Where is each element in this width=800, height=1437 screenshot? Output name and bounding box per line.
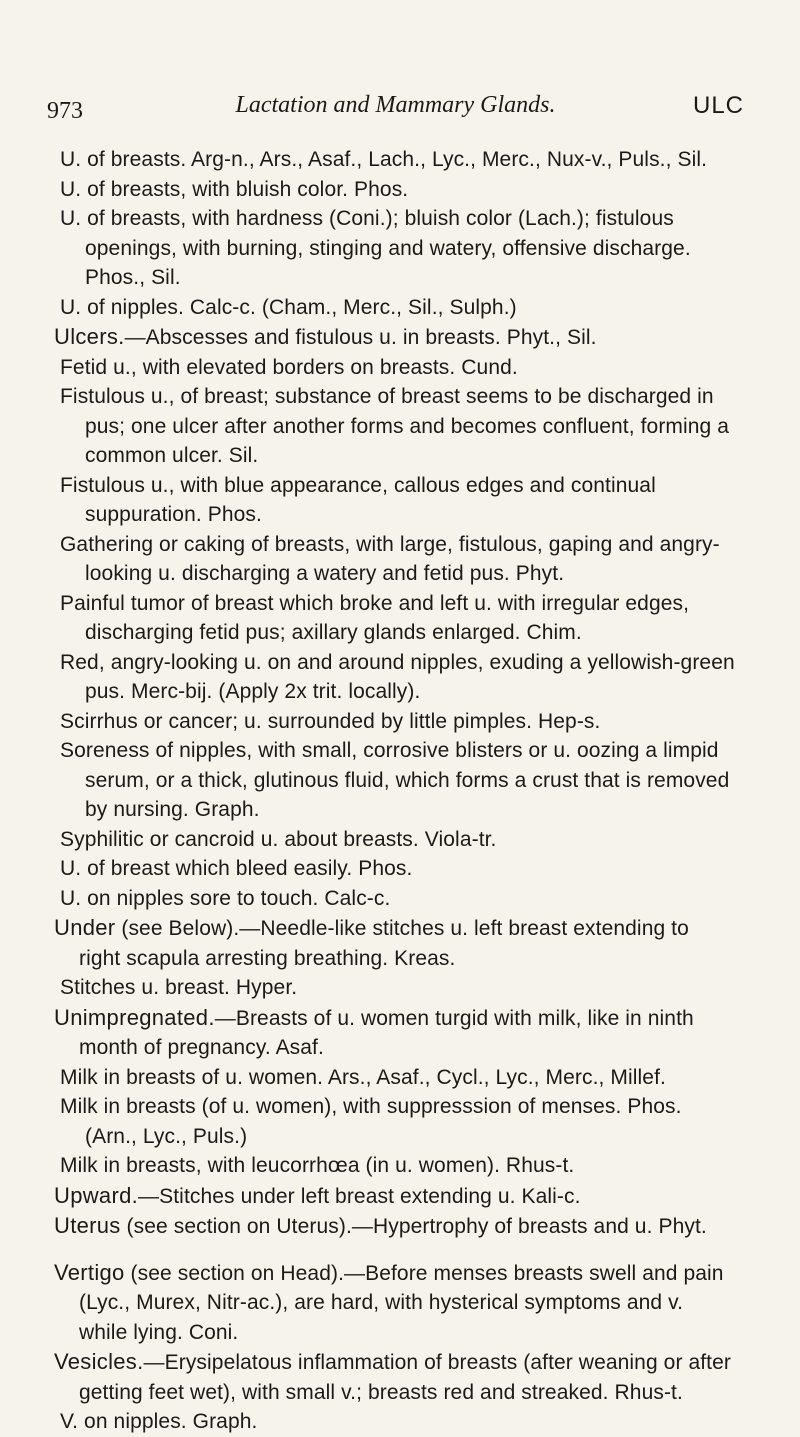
entry-text: U. of breasts, with bluish color. Phos. (60, 177, 409, 201)
rubric-entry (54, 1211, 735, 1242)
entry-text: —Erysipelatous inflammation of breasts (after weaning or after getting feet wet), with small v.; breasts red and streaked. Rhus-t. (79, 1351, 731, 1404)
entry-text: Fistulous u., of breast; substance of breast seems to be discharged in pus; one ulcer after another forms and becomes confluent, forming a common ulcer. Sil. (60, 385, 730, 467)
section-code: ULC (692, 92, 744, 119)
sub-entry (60, 1092, 735, 1151)
entry-text: Milk in breasts, with leucorrhœa (in u. women). Rhus-t. (60, 1154, 575, 1177)
running-title: Lactation and Mammary Glands. (235, 92, 556, 118)
sub-entry (60, 145, 735, 175)
entry-text: Fistulous u., with blue appearance, callous edges and continual suppuration. Phos. (60, 473, 656, 526)
entry-text: —Stitches under left breast extending u. Kali-c. (138, 1184, 581, 1208)
rubric-entry (54, 1258, 735, 1348)
sub-entry (60, 736, 735, 825)
sub-entry (60, 973, 735, 1003)
entry-text: U. of breasts. Arg-n., Ars., Asaf., Lach., Lyc., Merc., Nux-v., Puls., Sil. (60, 148, 708, 171)
entry-text: Syphilitic or cancroid u. about breasts. Viola-tr. (60, 827, 497, 851)
entry-text: (see section on Head).—Before menses breasts swell and pain (Lyc., Murex, Nitr-ac.), are hard, with hysterical symptoms and v. while lying. Coni. (79, 1261, 724, 1344)
entry-text: U. on nipples sore to touch. Calc-c. (60, 886, 391, 910)
repertory-entries (54, 145, 735, 1437)
entry-text: Stitches u. breast. Hyper. (60, 976, 298, 999)
entry-text: Milk in breasts (of u. women), with suppresssion of menses. Phos. (Arn., Lyc., Puls.) (60, 1095, 682, 1148)
rubric-heading: Ulcers. (54, 324, 125, 349)
rubric-heading: Uterus (54, 1213, 121, 1238)
rubric-heading: Upward. (54, 1182, 139, 1208)
entry-text: Scirrhus or cancer; u. surrounded by little pimples. Hep-s. (60, 709, 601, 733)
rubric-heading: Under (54, 915, 116, 940)
sub-entry (60, 884, 735, 914)
rubric-entry (54, 1181, 735, 1212)
entry-text: Soreness of nipples, with small, corrosive blisters or u. oozing a limpid serum, or a thick, glutinous fluid, which forms a crust that is removed by nursing. Graph. (60, 739, 730, 821)
sub-entry (60, 204, 735, 293)
sub-entry (60, 825, 735, 855)
sub-entry (60, 1063, 735, 1093)
page-header (47, 92, 744, 128)
sub-entry (60, 648, 735, 707)
entry-text: Red, angry-looking u. on and around nipples, exuding a yellowish-green pus. Merc-bij. (Apply 2x trit. locally). (60, 650, 735, 703)
sub-entry (60, 589, 735, 648)
rubric-entry (54, 322, 735, 353)
rubric-entry (54, 1003, 735, 1063)
sub-entry (60, 1151, 735, 1181)
sub-entry (60, 707, 735, 737)
sub-entry (60, 175, 735, 205)
entry-text: V. on nipples. Graph. (60, 1410, 258, 1433)
entry-text: Gathering or caking of breasts, with large, fistulous, gaping and angry-looking u. discharging a watery and fetid pus. Phyt. (60, 532, 720, 585)
entry-text: U. of nipples. Calc-c. (Cham., Merc., Sil., Sulph.) (60, 295, 517, 319)
sub-entry (60, 471, 735, 530)
entry-text: (see Below).—Needle-like stitches u. left breast extending to right scapula arresting breathing. Kreas. (79, 917, 689, 970)
entry-text: Painful tumor of breast which broke and left u. with irregular edges, discharging fetid pus; axillary glands enlarged. Chim. (60, 591, 690, 644)
entry-text: Fetid u., with elevated borders on breasts. Cund. (60, 355, 518, 379)
sub-entry (60, 353, 735, 383)
rubric-entry (54, 1347, 735, 1407)
entry-text: (see section on Uterus).—Hypertrophy of breasts and u. Phyt. (120, 1215, 707, 1238)
entry-text: Milk in breasts of u. women. Ars., Asaf., Cycl., Lyc., Merc., Millef. (60, 1065, 666, 1089)
rubric-heading: Vertigo (54, 1259, 125, 1285)
sub-entry (60, 854, 735, 884)
sub-entry (60, 382, 735, 471)
entry-text: U. of breast which bleed easily. Phos. (60, 857, 413, 880)
entry-text: —Breasts of u. women turgid with milk, like in ninth month of pregnancy. Asaf. (79, 1006, 694, 1059)
entry-text: —Abscesses and fistulous u. in breasts. Phyt., Sil. (124, 326, 597, 349)
rubric-entry (54, 913, 735, 973)
page-number: 973 (47, 98, 83, 124)
sub-entry (60, 530, 735, 589)
rubric-heading: Vesicles. (54, 1349, 144, 1374)
entry-text: U. of breasts, with hardness (Coni.); bluish color (Lach.); fistulous openings, with burning, stinging and watery, offensive discharge. Phos., Sil. (60, 207, 691, 289)
sub-entry (60, 293, 735, 323)
rubric-heading: Unimpregnated. (54, 1004, 215, 1030)
sub-entry (60, 1407, 735, 1437)
